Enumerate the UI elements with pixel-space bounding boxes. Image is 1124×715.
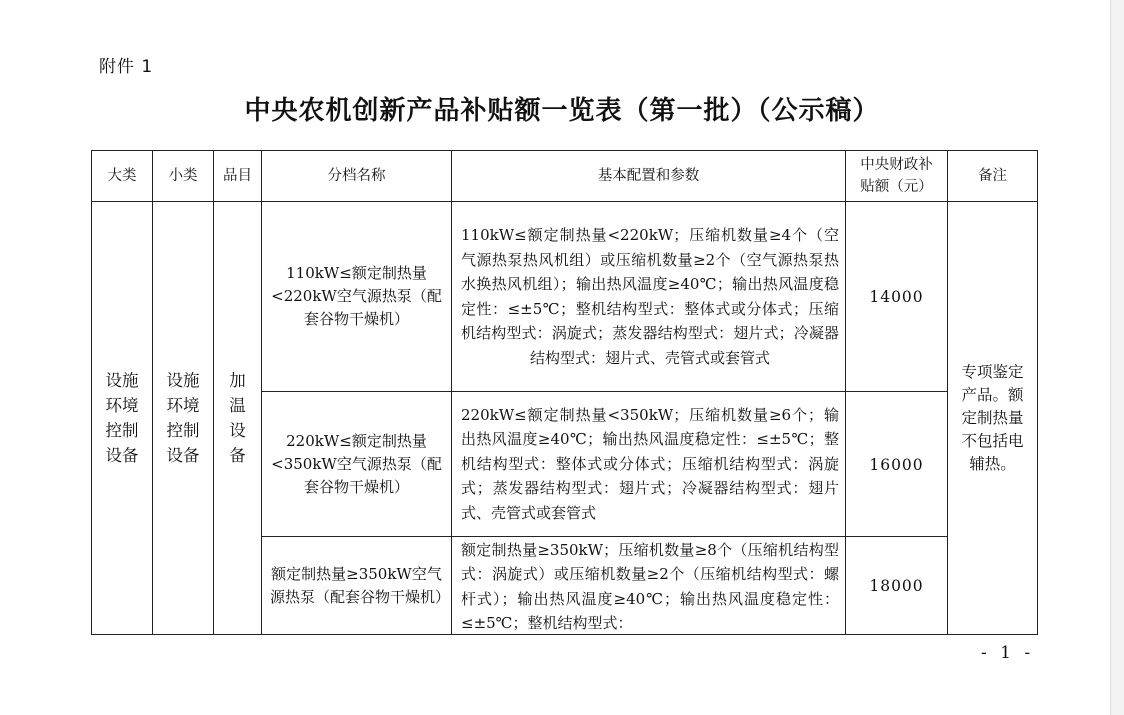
header-item: 品目 bbox=[214, 151, 262, 202]
subsidy-table bbox=[91, 150, 1038, 635]
document-title: 中央农机创新产品补贴额一览表（第一批）（公示稿） bbox=[244, 96, 880, 126]
table-row bbox=[92, 202, 1038, 392]
tier-name-cell bbox=[262, 392, 452, 537]
subsidy-amount: 16000 bbox=[869, 455, 924, 474]
item-text: 加温设备 bbox=[229, 371, 246, 465]
config-cell bbox=[452, 392, 846, 537]
category-text: 设施环境控制设备 bbox=[105, 371, 139, 465]
remarks-cell bbox=[948, 202, 1038, 635]
config-text: 220kW≤额定制热量<350kW；压缩机数量≥6个；输出热风温度≥40℃；输出热风温度稳定性：≤±5℃；整机结构型式：整体式或分体式；压缩机结构型式：涡旋式；蒸发器结构型式：翅片式；冷凝器结构型式：翅片式、壳管式或套管式 bbox=[461, 405, 839, 522]
remarks-text: 专项鉴定产品。额定制热量不包括电辅热。 bbox=[961, 362, 1024, 473]
config-clip bbox=[452, 538, 845, 634]
attachment-label: 附件 1 bbox=[99, 57, 154, 77]
page-number: - 1 - bbox=[981, 643, 1035, 663]
subsidy-cell bbox=[846, 392, 948, 537]
tier-name-cell bbox=[262, 537, 452, 635]
category-cell bbox=[92, 202, 153, 635]
config-cell bbox=[452, 537, 846, 635]
header-subsidy-text: 中央财政补贴额（元） bbox=[860, 157, 933, 195]
header-row bbox=[92, 151, 1038, 202]
tier-name-text: 额定制热量≥350kW空气源热泵（配套谷物干燥机） bbox=[270, 564, 451, 606]
tier-name-text: 220kW≤额定制热量<350kW空气源热泵（配套谷物干燥机） bbox=[271, 431, 442, 496]
config-text: 110kW≤额定制热量<220kW；压缩机数量≥4个（空气源热泵热风机组）或压缩机数量≥2个（空气源热泵热水换热风机组）；输出热风温度≥40℃；输出热风温度稳定性：≤±5℃；整机结构型式：整体式或分体式；压缩机结构型式：涡旋式；蒸发器结构型式：翅片式；冷凝器结构型式：翅片式、壳管式或套管式 bbox=[461, 226, 839, 367]
config-cell bbox=[452, 202, 846, 392]
config-text: 额定制热量≥350kW；压缩机数量≥8个（压缩机结构型式：涡旋式）或压缩机数量≥2个（压缩机结构型式：螺杆式）；输出热风温度≥40℃；输出热风温度稳定性：≤±5℃；整机结构型式： bbox=[461, 540, 839, 632]
header-subcategory: 小类 bbox=[153, 151, 214, 202]
header-subsidy bbox=[846, 151, 948, 202]
subsidy-amount: 14000 bbox=[869, 288, 924, 306]
subsidy-cell bbox=[846, 537, 948, 635]
header-tier-name: 分档名称 bbox=[262, 151, 452, 202]
subsidy-cell bbox=[846, 202, 948, 392]
tier-name-cell bbox=[262, 202, 452, 392]
header-config: 基本配置和参数 bbox=[452, 151, 846, 202]
subsidy-amount: 18000 bbox=[869, 577, 924, 595]
header-remarks: 备注 bbox=[948, 151, 1038, 202]
subcategory-cell bbox=[153, 202, 214, 635]
header-category: 大类 bbox=[92, 151, 153, 202]
subcategory-text: 设施环境控制设备 bbox=[166, 371, 200, 465]
item-cell bbox=[214, 202, 262, 635]
tier-name-text: 110kW≤额定制热量<220kW空气源热泵（配套谷物干燥机） bbox=[271, 264, 442, 328]
